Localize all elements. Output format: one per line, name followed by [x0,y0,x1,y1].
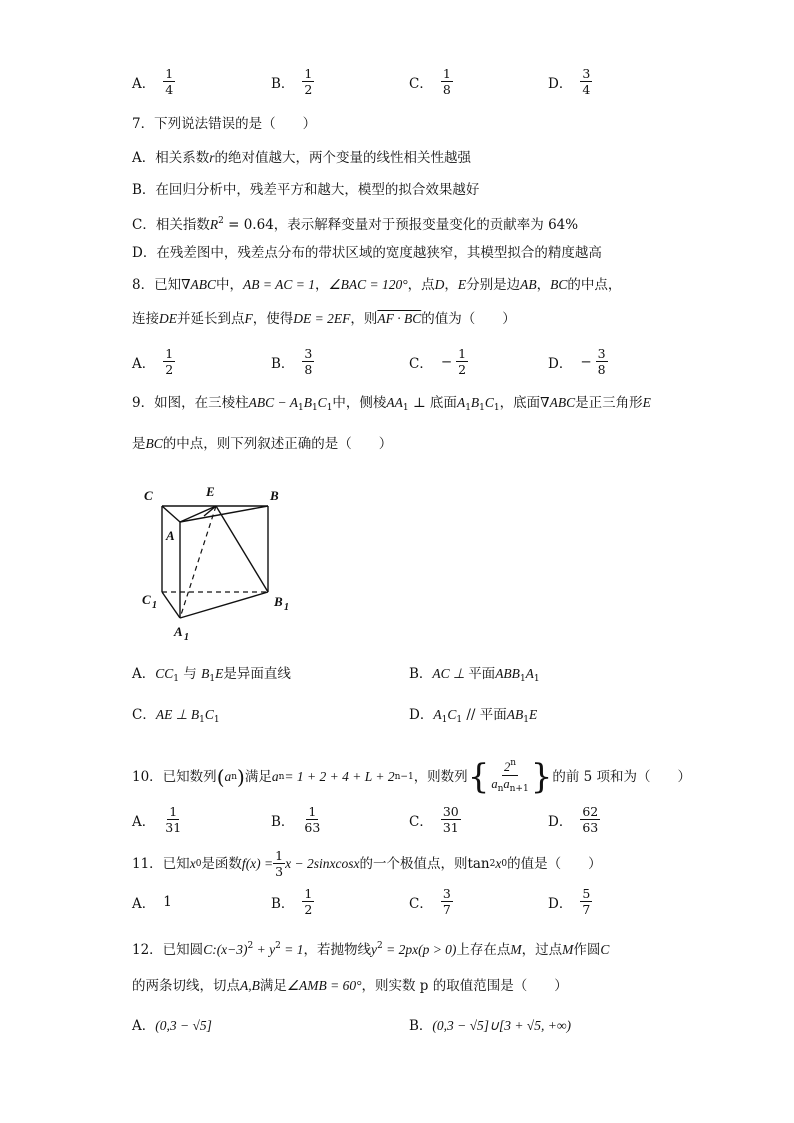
label-C: C [144,488,153,503]
q9-stem-line2: 是BC的中点，则下列叙述正确的是（ ） [132,436,393,452]
q8-option-d[interactable]: D． − $\frac{3}{8}$ [548,346,606,377]
label-B1: B [274,594,283,609]
q6-option-d[interactable] [548,66,592,97]
q9-stem-line1: 9．如图，在三棱柱ABC − $A_1B_1C_1$中，侧棱$AA_1$ ⊥ 底面$A_1B_1C_1$，底面∇ABC是正三角形E [132,395,651,413]
segment-EB1 [216,506,268,592]
q8-option-c[interactable]: C． − $\frac{1}{2}$ [409,346,467,377]
label-C1-sub: 1 [152,600,157,611]
fraction: $\frac{1}{2}$ [304,886,313,917]
prism-figure [138,480,308,650]
edge-A1B1 [180,592,268,618]
q9-option-d[interactable]: D．$A_1C_1$ // 平面$AB_1E$ [409,707,538,725]
q10-option-d[interactable]: D． $\frac{62}{63}$ [548,804,599,835]
fraction: $\frac{1}{63}$ [304,804,321,835]
label-B: B [270,488,279,503]
fraction: $\frac{1}{2}$ [458,346,467,377]
q8-stem-line2: 连接DE并延长到点F，使得DE = 2EF，则AF · BC的值为（ ） [132,311,516,327]
q11-option-a[interactable]: A． 1 [132,894,172,912]
q10-option-c[interactable]: C． $\frac{30}{31}$ [409,804,459,835]
q6-option-c[interactable] [409,66,453,97]
vector-expression: AF · BC [377,311,422,326]
q10-stem: 10．已知数列 ( a n ) 满足 a n = 1 + 2 + 4 + L + 2 n−1 ，则数列 { $\frac{2^n}{a_na_{n+1}}$ } 的前 5 项和为（ ） [132,756,692,797]
q7-stem: 7．下列说法错误的是（ ） [132,116,317,132]
fraction: $\frac{62}{63}$ [582,804,599,835]
fraction: $\frac{3}{8}$ [304,346,313,377]
option-label: B． [271,75,295,92]
q7-option-d[interactable]: D．在残差图中，残差点分布的带状区域的宽度越狭窄，其模型拟合的精度越高 [132,245,602,261]
q8-stem-line1: 8．已知∇ABC中，AB = AC = 1，∠BAC = 120°，点D，E分别是边AB，BC的中点， [132,277,622,293]
edge-CA [162,506,180,522]
q11-option-b[interactable]: B． $\frac{1}{2}$ [271,886,313,917]
fraction: $\frac{1}{3}$ [275,848,284,879]
label-B1-sub: 1 [284,602,289,613]
label-A1: A [174,624,183,639]
q8-option-a[interactable]: A． $\frac{1}{2}$ [132,346,174,377]
fraction: $\frac{3}{7}$ [442,886,451,917]
fraction: $\frac{3}{8}$ [597,346,606,377]
label-C1: C [142,592,151,607]
q8-option-b[interactable]: B． $\frac{3}{8}$ [271,346,313,377]
segment-AE [180,506,216,522]
q12-stem-line1: 12．已知圆$C:(x-3)^2 + y^2 = 1$，若抛物线$y^2 = 2px(p > 0)$上存在点M，过点M作圆C [132,941,610,958]
fraction: $\frac{1}{8}$ [442,66,451,97]
q10-option-a[interactable]: A． $\frac{1}{31}$ [132,804,182,835]
fraction: $\frac{30}{31}$ [442,804,459,835]
label-A1-sub: 1 [184,632,189,643]
q11-stem: 11．已知 x 0 是函数 f (x) = $\frac{1}{3}$ x − 2sinxcosx 的一个极值点，则 tan 2 x 0 的值是（ ） [132,848,602,879]
label-A: A [166,528,175,543]
q12-option-a[interactable]: A．(0,3 − √5] [132,1018,212,1034]
fraction: $\frac{1}{4}$ [165,66,174,97]
fraction: $\frac{1}{2}$ [304,66,313,97]
label-E: E [206,484,215,499]
fraction: $\frac{1}{31}$ [165,804,182,835]
q10-option-b[interactable]: B． $\frac{1}{63}$ [271,804,321,835]
q7-option-b[interactable]: B．在回归分析中，残差平方和越大，模型的拟合效果越好 [132,182,480,198]
fraction: $\frac{3}{4}$ [582,66,591,97]
q12-stem-line2: 的两条切线，切点A,B满足∠AMB = 60°，则实数 p 的取值范围是（ ） [132,978,568,994]
q11-option-c[interactable]: C． $\frac{3}{7}$ [409,886,451,917]
q7-option-a[interactable]: A．相关系数r的绝对值越大，两个变量的线性相关性越强 [132,150,472,166]
q6-option-a[interactable] [132,66,175,97]
q9-option-c[interactable]: C．AE ⊥ $B_1C_1$ [132,707,220,725]
fraction: $\frac{1}{2}$ [165,346,174,377]
q11-option-d[interactable]: D． $\frac{5}{7}$ [548,886,591,917]
option-label: C． [409,75,433,92]
sequence-fraction: $\frac{2^n}{a_na_{n+1}}$ [491,758,529,794]
q9-option-a[interactable]: A．$CC_1$ 与 $B_1E$是异面直线 [132,666,291,684]
option-label: A． [132,75,156,92]
q7-option-c[interactable]: C．相关指数$R^2 = 0.64$，表示解释变量对于预报变量变化的贡献率为 64% [132,216,579,233]
q6-option-b[interactable] [271,66,314,97]
option-label: D． [548,75,573,92]
q12-option-b[interactable]: B．(0,3 − √5]∪[3 + √5, +∞) [409,1018,571,1034]
fraction: $\frac{5}{7}$ [582,886,591,917]
edge-C1A1 [162,592,180,618]
hidden-segment-EA1 [180,506,216,618]
q9-option-b[interactable]: B．AC ⊥ 平面$ABB_1A_1$ [409,666,540,684]
